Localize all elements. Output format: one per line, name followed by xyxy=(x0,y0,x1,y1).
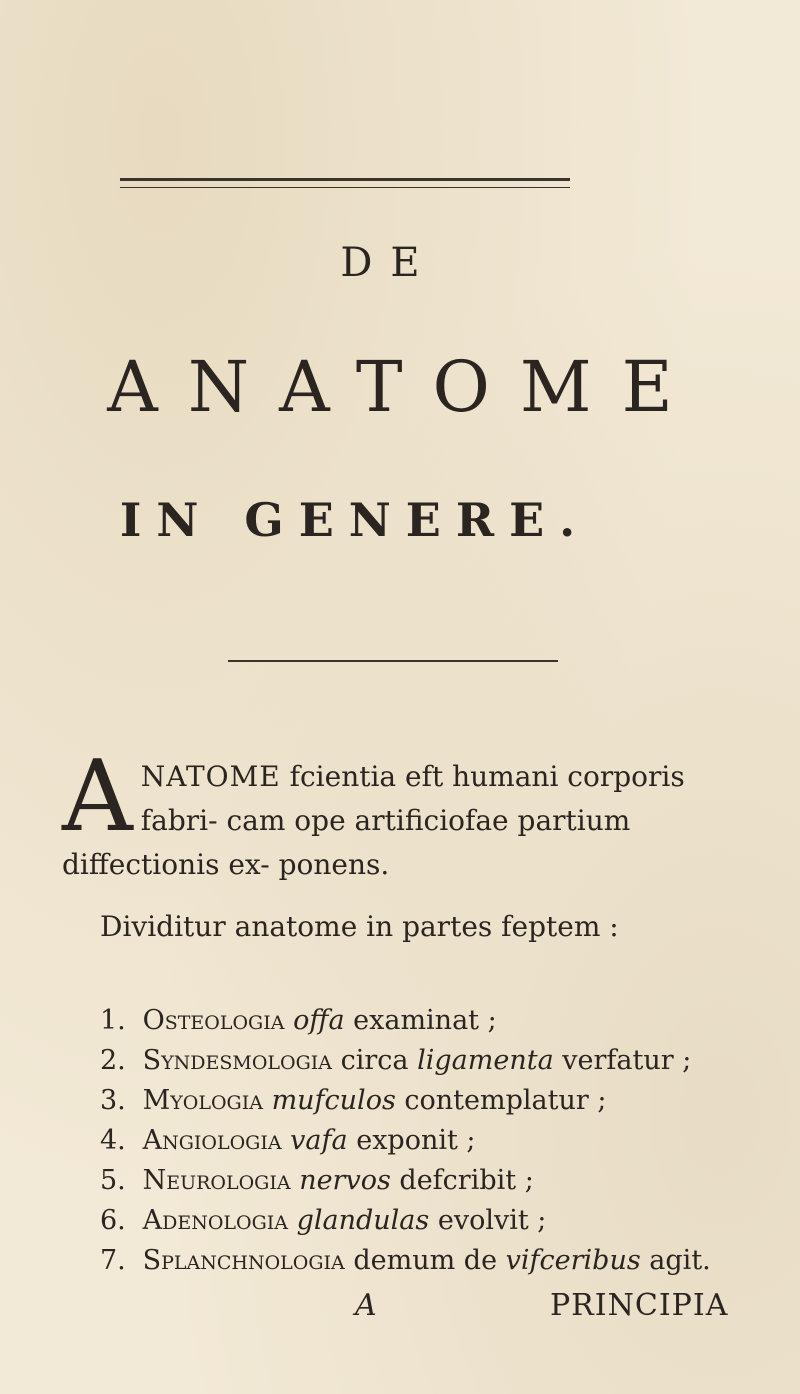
item-number: 2. xyxy=(100,1045,126,1076)
intro-text-rest: cam ope artificiofae partium diffectionis ex- ponens. xyxy=(62,804,631,881)
intro-paragraph xyxy=(62,740,722,887)
item-term: Neurologia xyxy=(142,1165,291,1196)
item-number: 5. xyxy=(100,1165,126,1196)
item-number: 4. xyxy=(100,1125,126,1156)
heading-title: ANATOME xyxy=(107,346,703,428)
item-number: 7. xyxy=(100,1245,126,1276)
item-verb: verfatur ; xyxy=(562,1045,692,1076)
heading-subtitle: IN GENERE. xyxy=(119,493,591,547)
item-verb: examinat ; xyxy=(353,1005,497,1036)
parts-list xyxy=(100,1001,711,1281)
item-verb: evolvit ; xyxy=(437,1205,547,1236)
section-rule xyxy=(228,660,558,662)
item-number: 6. xyxy=(100,1205,126,1236)
item-verb: exponit ; xyxy=(356,1125,476,1156)
item-object: vafa xyxy=(290,1125,348,1156)
item-term: Osteologia xyxy=(142,1005,285,1036)
item-object: glandulas xyxy=(296,1205,430,1236)
list-item xyxy=(100,1081,711,1121)
item-term: Syndesmologia xyxy=(142,1045,333,1076)
top-double-rule xyxy=(120,178,570,188)
item-object: offa xyxy=(293,1005,345,1036)
item-object: mufculos xyxy=(271,1085,396,1116)
item-number: 3. xyxy=(100,1085,126,1116)
list-item xyxy=(100,1201,711,1241)
item-object: ligamenta xyxy=(417,1045,554,1076)
item-number: 1. xyxy=(100,1005,126,1036)
heading-de: DE xyxy=(340,240,438,286)
signature-mark: A xyxy=(355,1288,377,1323)
list-item xyxy=(100,1241,711,1281)
item-term: Myologia xyxy=(142,1085,263,1116)
item-object: nervos xyxy=(299,1165,391,1196)
item-term: Adenologia xyxy=(142,1205,288,1236)
list-item xyxy=(100,1161,711,1201)
item-prefix: circa xyxy=(340,1045,409,1076)
item-verb: contemplatur ; xyxy=(404,1085,607,1116)
item-prefix: demum de xyxy=(353,1245,498,1276)
list-item xyxy=(100,1041,711,1081)
catchword: PRINCIPIA xyxy=(550,1288,729,1323)
item-verb: agit. xyxy=(649,1245,711,1276)
item-object: vifceribus xyxy=(505,1245,641,1276)
item-term: Splanchnologia xyxy=(142,1245,345,1276)
drop-cap: A xyxy=(62,740,133,854)
intro-first-word: NATOME xyxy=(140,760,281,793)
item-verb: defcribit ; xyxy=(399,1165,534,1196)
list-item xyxy=(100,1121,711,1161)
division-intro: Dividitur anatome in partes feptem : xyxy=(100,910,619,943)
item-term: Angiologia xyxy=(142,1125,282,1156)
intro-text-line1: fcientia eft humani corporis fabri- xyxy=(140,760,685,837)
list-item xyxy=(100,1001,711,1041)
